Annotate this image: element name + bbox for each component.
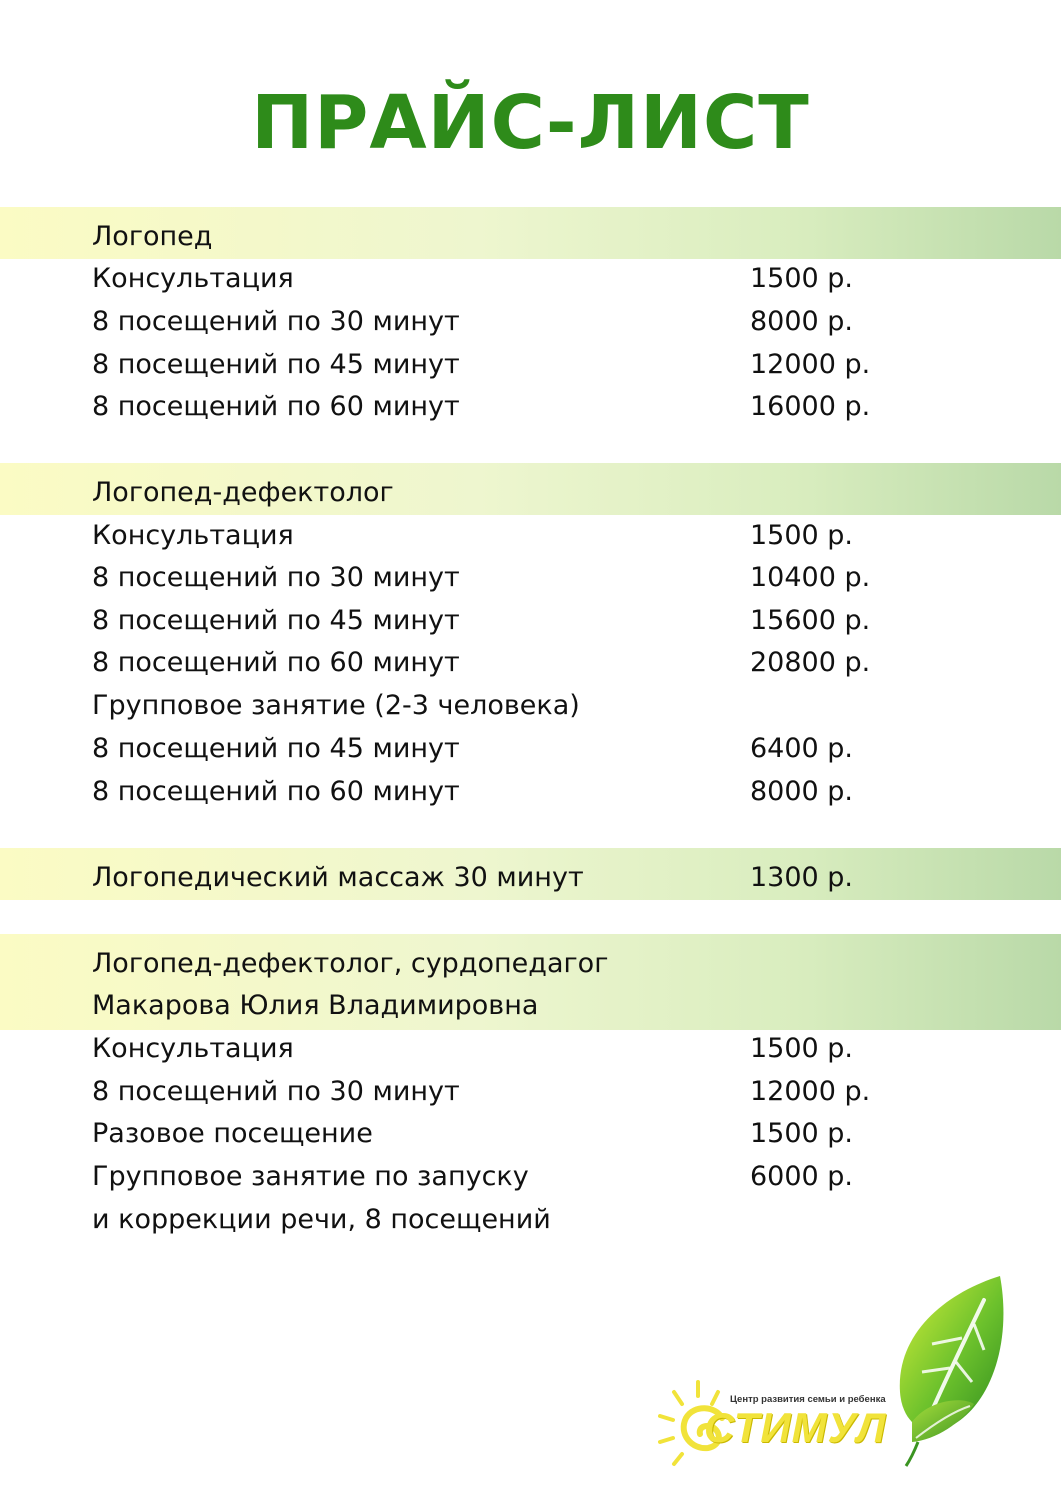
service-price: 1300 р.: [750, 862, 854, 893]
specialist-name: Макарова Юлия Владимировна: [92, 990, 539, 1021]
service-price: 15600 р.: [750, 605, 871, 636]
logo-brand: СТИМУЛ: [704, 1404, 887, 1451]
service-label: 8 посещений по 30 минут: [92, 306, 460, 337]
service-price: 6000 р.: [750, 1161, 854, 1192]
section-title: Логопед-дефектолог: [92, 477, 394, 508]
service-price: 1500 р.: [750, 1033, 854, 1064]
service-price: 1500 р.: [750, 263, 854, 294]
price-row: [92, 515, 992, 557]
service-price: 10400 р.: [750, 562, 871, 593]
price-row: [92, 557, 992, 599]
leaf-icon: [888, 1272, 1012, 1468]
service-price: 1500 р.: [750, 520, 854, 551]
service-label: 8 посещений по 30 минут: [92, 1076, 460, 1107]
service-label: Групповое занятие по запуску: [92, 1161, 529, 1192]
price-row: [92, 1199, 992, 1241]
section-header-specialist: [92, 985, 992, 1027]
service-label: 8 посещений по 45 минут: [92, 349, 460, 380]
price-row: [92, 642, 992, 684]
section-header: [92, 472, 992, 514]
service-label: Консультация: [92, 263, 294, 294]
service-price: 8000 р.: [750, 776, 854, 807]
service-label: Групповое занятие (2-3 человека): [92, 690, 580, 721]
service-price: 1500 р.: [750, 1118, 854, 1149]
price-row: [92, 1028, 992, 1070]
service-label: 8 посещений по 60 минут: [92, 776, 460, 807]
price-row-subheading: [92, 685, 992, 727]
service-label: Логопедический массаж 30 минут: [92, 862, 584, 893]
section-header-price-row: [92, 857, 992, 899]
price-row: [92, 258, 992, 300]
price-row: [92, 344, 992, 386]
section-title: Логопед: [92, 221, 213, 252]
service-label: 8 посещений по 45 минут: [92, 733, 460, 764]
service-price: 12000 р.: [750, 1076, 871, 1107]
price-row: [92, 600, 992, 642]
section-header: [92, 943, 992, 985]
logo-tagline: Центр развития семьи и ребенка: [730, 1394, 886, 1405]
service-label: 8 посещений по 60 минут: [92, 647, 460, 678]
brand-logo: [656, 1378, 887, 1468]
price-row: [92, 301, 992, 343]
page-title: ПРАЙС-ЛИСТ: [251, 80, 810, 166]
service-price: 8000 р.: [750, 306, 854, 337]
price-row: [92, 771, 992, 813]
service-price: 6400 р.: [750, 733, 854, 764]
price-row: [92, 386, 992, 428]
service-label: 8 посещений по 30 минут: [92, 562, 460, 593]
service-label: Разовое посещение: [92, 1118, 373, 1149]
service-price: 20800 р.: [750, 647, 871, 678]
service-label: Консультация: [92, 1033, 294, 1064]
service-label: Консультация: [92, 520, 294, 551]
price-row: [92, 728, 992, 770]
service-price: 16000 р.: [750, 391, 871, 422]
price-row: [92, 1156, 992, 1198]
service-label: 8 посещений по 60 минут: [92, 391, 460, 422]
service-label: и коррекции речи, 8 посещений: [92, 1204, 551, 1235]
service-label: 8 посещений по 45 минут: [92, 605, 460, 636]
service-price: 12000 р.: [750, 349, 871, 380]
section-header: [92, 216, 992, 258]
price-row: [92, 1113, 992, 1155]
price-row: [92, 1071, 992, 1113]
section-title: Логопед-дефектолог, сурдопедагог: [92, 948, 609, 979]
